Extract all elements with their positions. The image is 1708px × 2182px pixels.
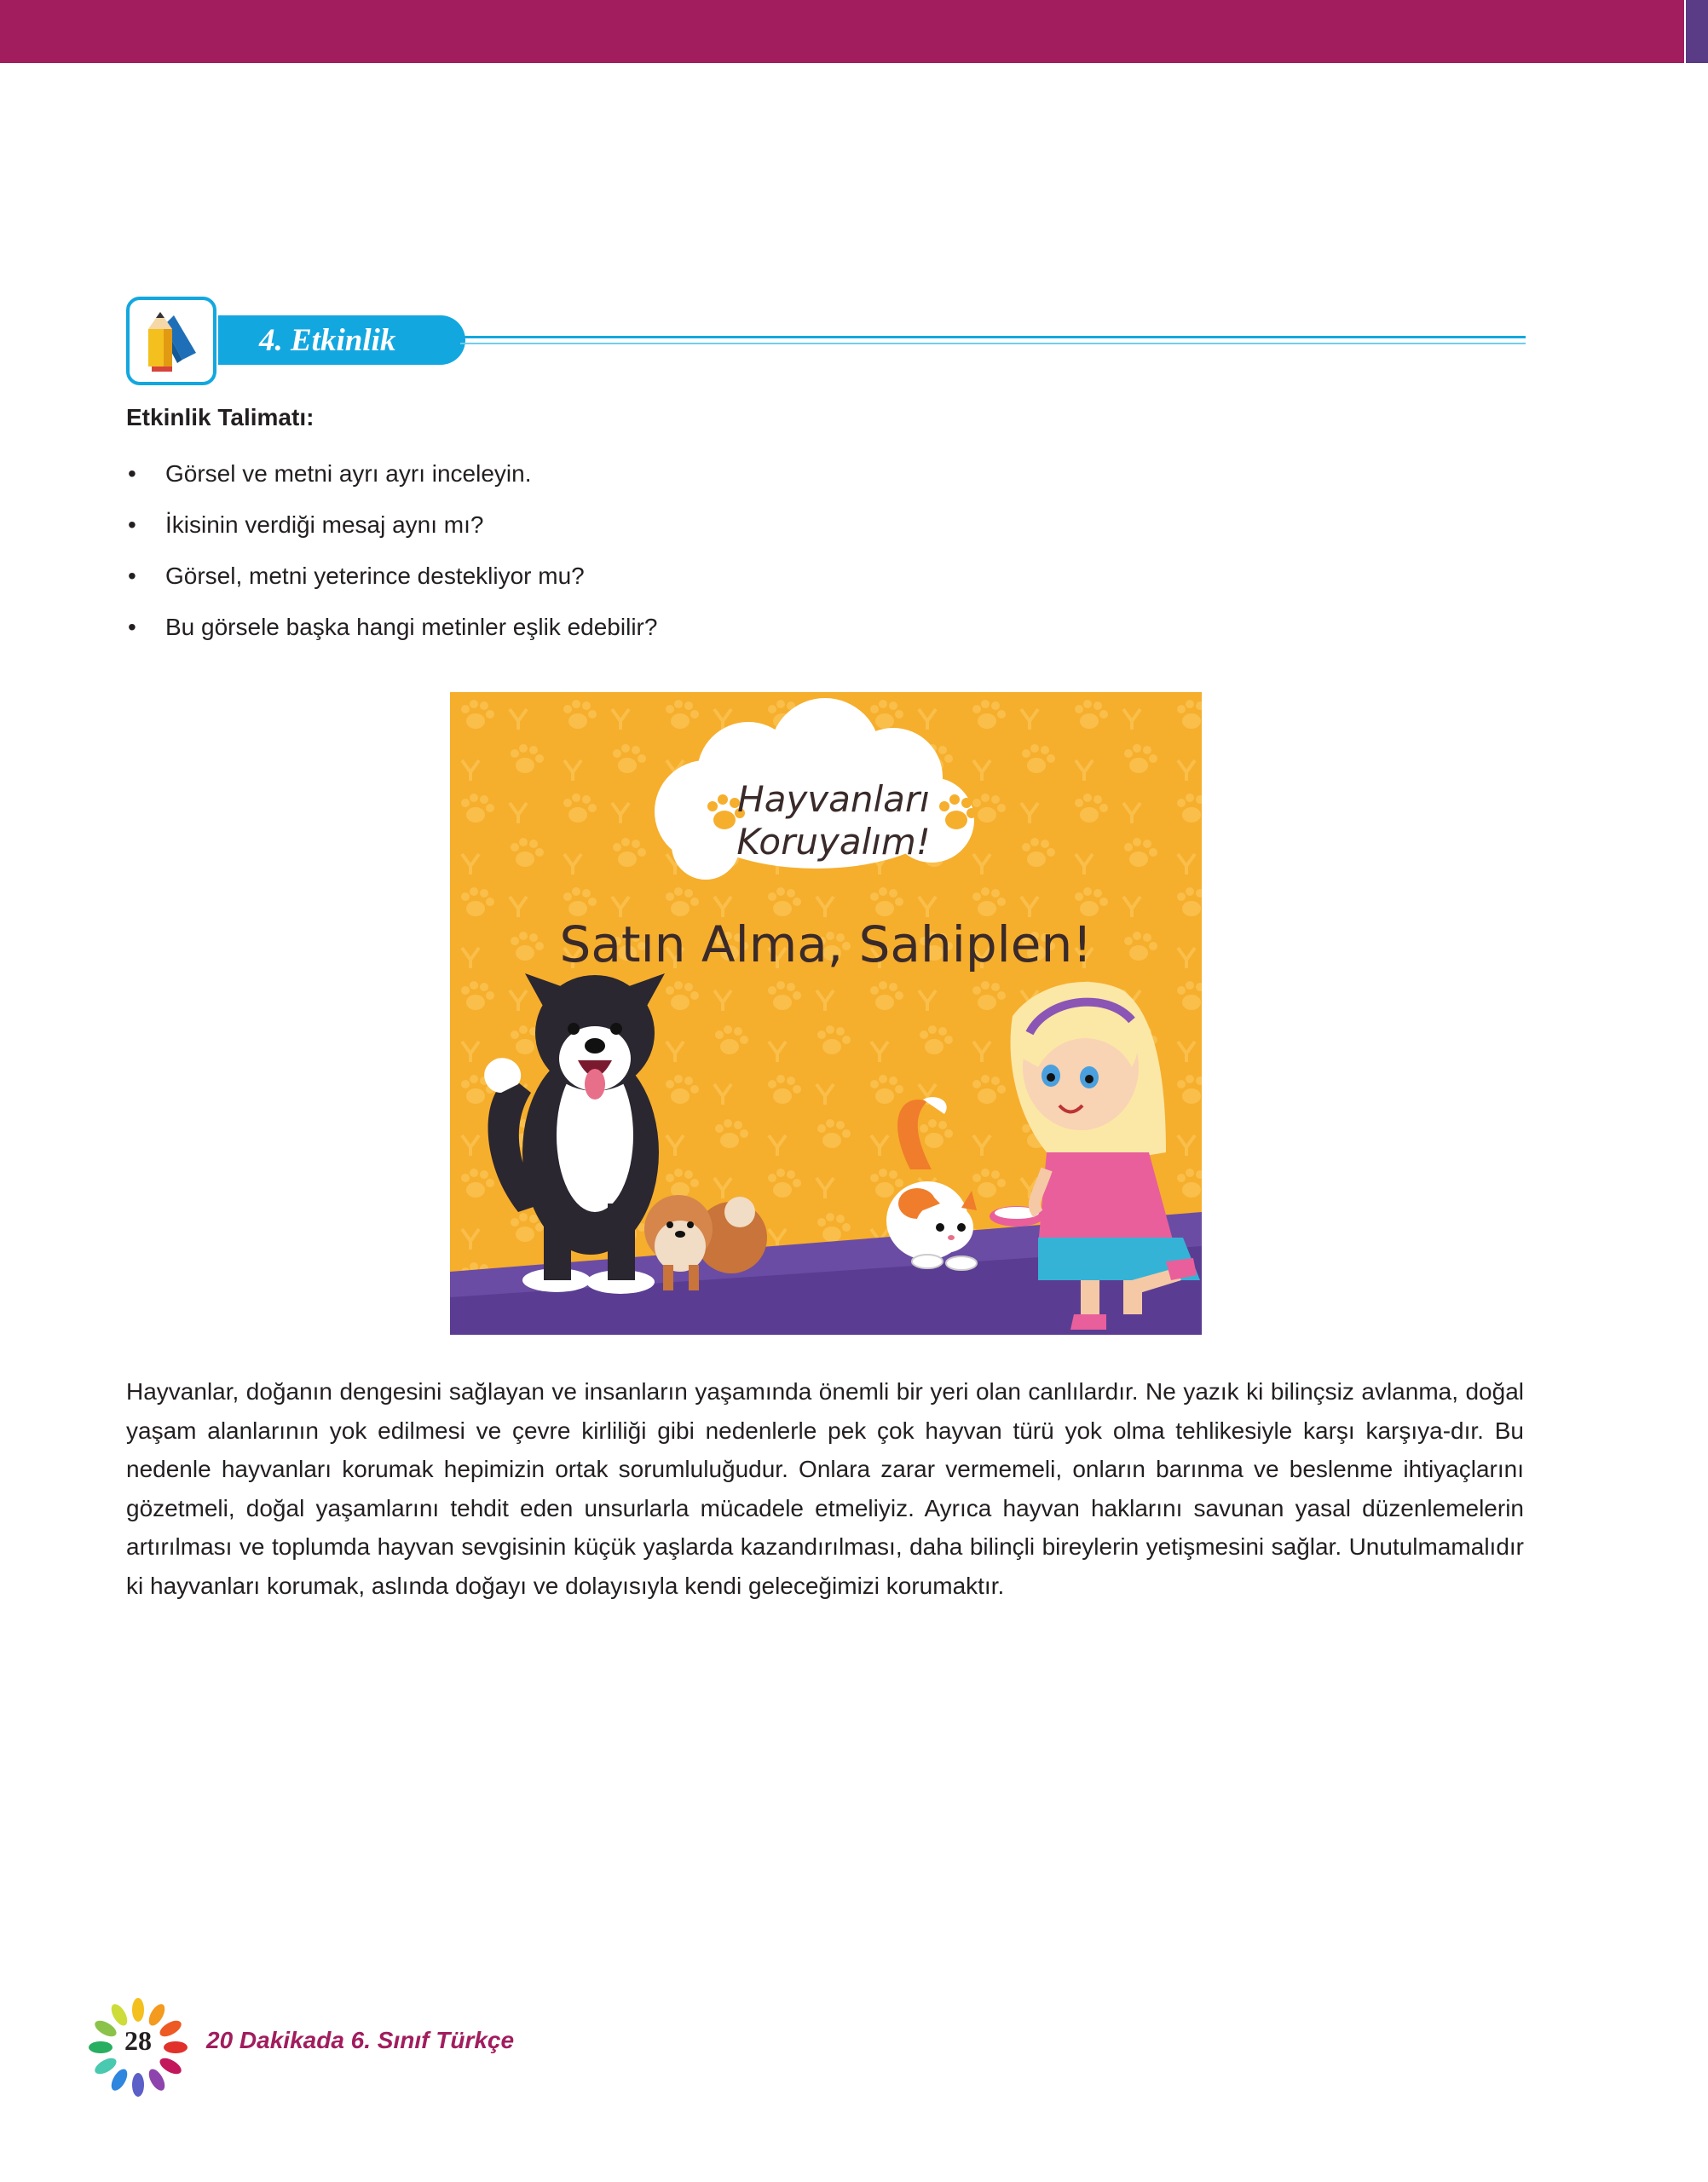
header-rule <box>460 336 1526 338</box>
poster-headline: Satın Alma, Sahiplen! <box>559 915 1093 973</box>
activity-title-pill <box>218 315 465 365</box>
instruction-list <box>126 457 657 661</box>
instruction-heading: Etkinlik Talimatı: <box>126 404 314 430</box>
instruction-item: • İkisinin verdiği mesaj aynı mı? <box>126 508 657 559</box>
instruction-item: • Görsel, metni yeterince destekliyor mu? <box>126 559 657 610</box>
cloud-line-1: Hayvanları <box>737 778 930 820</box>
header-bar <box>0 0 1684 63</box>
book-title: 20 Dakikada 6. Sınıf Türkçe <box>206 2027 515 2053</box>
body-paragraph: Hayvanlar, doğanın dengesini sağlayan ve insanların yaşamında önemli bir yeri olan canlılardır. Ne yazık ki bilinçsiz avlanma, doğal yaşam alanlarının yok edilmesi ve çevre kirliliği gibi nedenlerle pek çok hayvan türü yok olma tehlikesiyle karşı karşıya-dır. Bu nedenle hayvanları korumak hepimizin ortak sorumluluğudur. Onlara zarar vermemeli, onların barınma ve beslenme ihtiyaçlarını gözetmeli, doğal yaşamlarını tehdit eden unsurlarla mücadele etmeliyiz. Ayrıca hayvan haklarını savunan yasal düzenlemelerin artırılması ve toplumda hayvan sevgisinin küçük yaşlarda kazandırılması, daha bilinçli bireylerin yetişmesini sağlar. Unutulmamalıdır ki hayvanları korumak, aslında doğayı ve dolayısıyla kendi geleceğimizi korumaktır. <box>126 1378 1524 1599</box>
page-number: 28 <box>124 2025 152 2056</box>
adoption-poster <box>450 692 1202 1335</box>
pencil-ruler-icon <box>126 297 216 385</box>
instruction-item: • Bu görsele başka hangi metinler eşlik edebilir? <box>126 610 657 661</box>
instruction-item: • Görsel ve metni ayrı ayrı inceleyin. <box>126 457 657 508</box>
header-rule-light <box>460 343 1526 344</box>
cloud-line-2: Koruyalım! <box>736 821 931 863</box>
activity-title: 4. Etkinlik <box>259 323 396 358</box>
header-bar-edge <box>1686 0 1708 63</box>
